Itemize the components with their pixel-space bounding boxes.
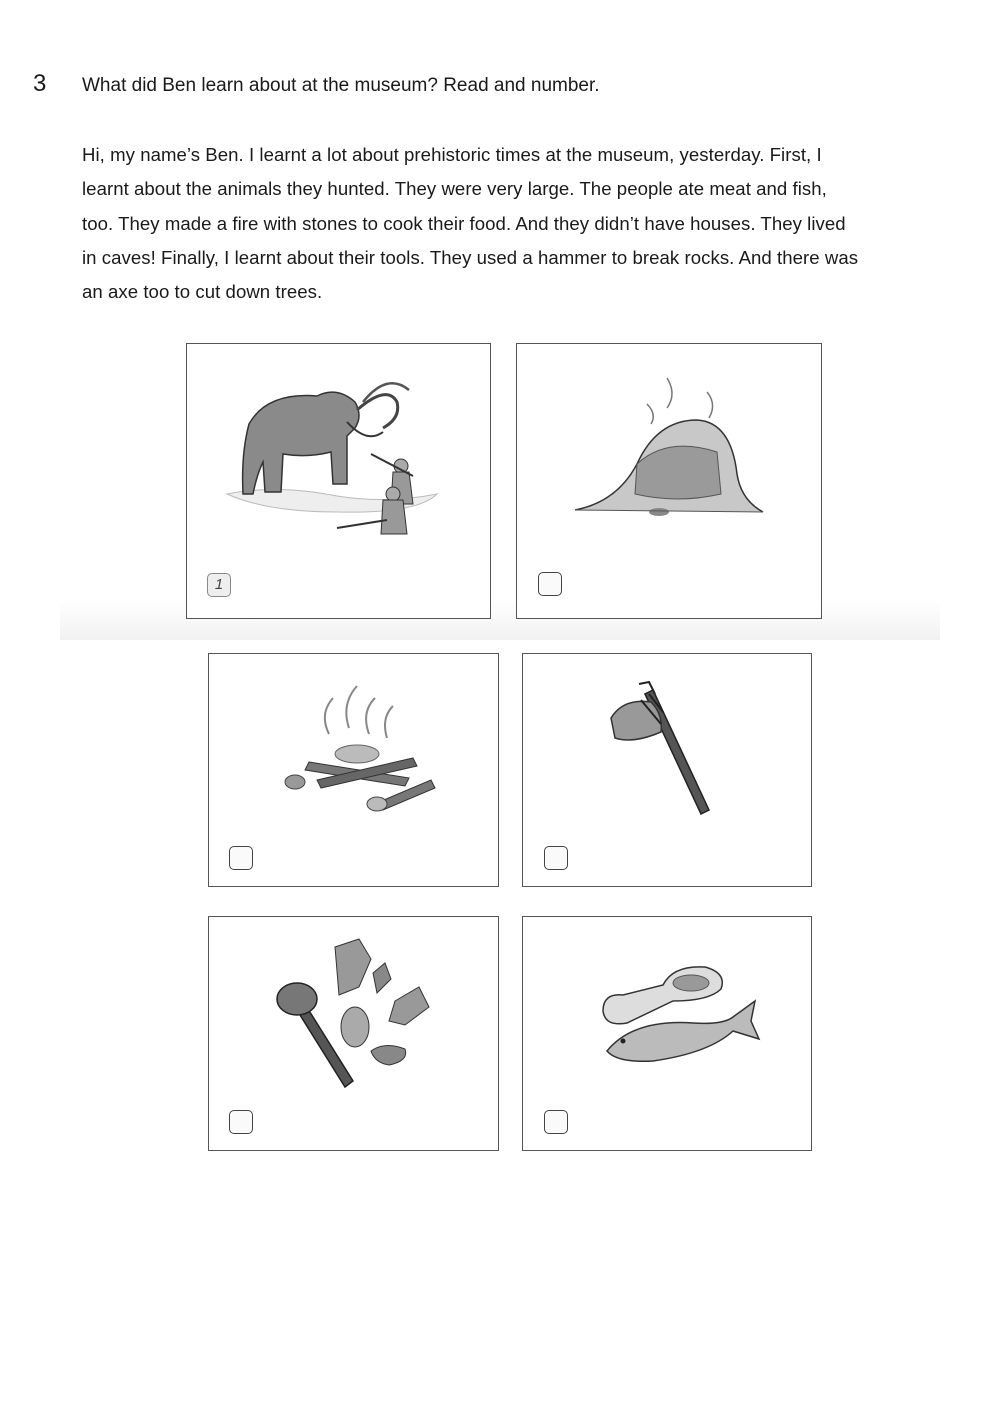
passage-line: in caves! Finally, I learnt about their tools. They used a hammer to break rocks. And there was	[82, 246, 859, 268]
answer-box[interactable]	[229, 1110, 253, 1134]
passage-line: an axe too to cut down trees.	[82, 281, 323, 303]
passage-line: learnt about the animals they hunted. They were very large. The people ate meat and fish,	[82, 178, 827, 200]
passage-line: too. They made a fire with stones to cook their food. And they didn’t have houses. They lived	[82, 212, 846, 234]
question-number: 3	[33, 70, 47, 97]
picture-card-axe	[522, 653, 812, 887]
mammoth-hunt-illustration	[187, 344, 492, 620]
answer-box[interactable]	[538, 572, 562, 596]
picture-card-meat-fish	[522, 916, 812, 1151]
question-instruction: What did Ben learn about at the museum? Read and number.	[82, 75, 600, 96]
answer-box[interactable]	[544, 1110, 568, 1134]
cave-illustration	[517, 344, 823, 620]
picture-card-mammoth	[186, 343, 491, 619]
answer-box[interactable]: 1	[207, 573, 231, 597]
answer-box[interactable]	[544, 846, 568, 870]
picture-card-cave	[516, 343, 822, 619]
answer-box[interactable]	[229, 846, 253, 870]
reading-passage	[82, 138, 942, 309]
passage-line: Hi, my name’s Ben. I learnt a lot about prehistoric times at the museum, yesterday. First, I	[82, 144, 822, 165]
picture-card-hammer	[208, 916, 499, 1151]
picture-card-campfire	[208, 653, 499, 887]
